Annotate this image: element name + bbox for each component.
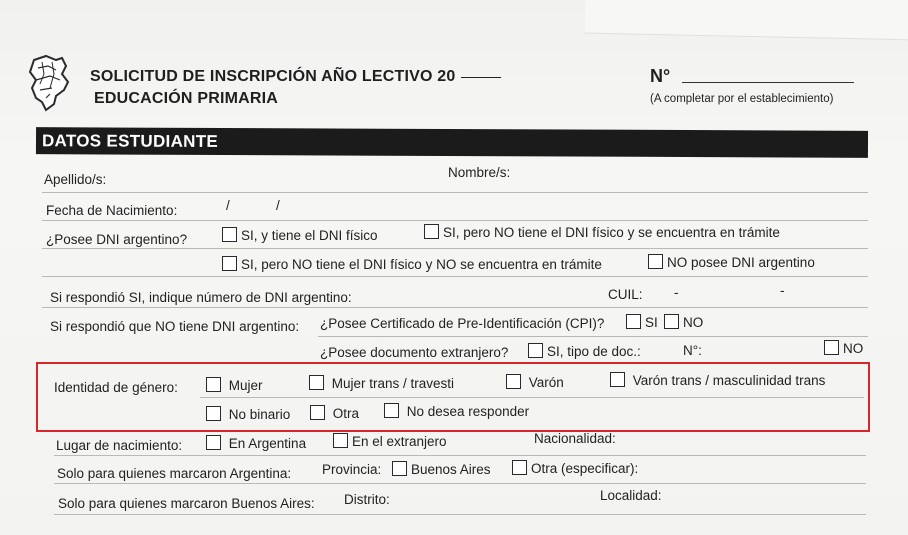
gender-option-varon[interactable]: Varón xyxy=(506,374,564,390)
checkbox[interactable] xyxy=(626,314,641,329)
checkbox[interactable] xyxy=(512,460,527,475)
checkbox[interactable] xyxy=(206,435,221,450)
nacionalidad-label: Nacionalidad: xyxy=(534,431,616,446)
distrito-label: Distrito: xyxy=(344,492,390,507)
only-argentina-label: Solo para quienes marcaron Argentina: xyxy=(57,466,292,481)
only-buenos-aires-label: Solo para quienes marcaron Buenos Aires: xyxy=(58,496,315,511)
section-header xyxy=(36,127,868,158)
cuil-dash: - xyxy=(780,283,785,298)
provincia-buenos-aires-option[interactable]: Buenos Aires xyxy=(392,461,491,477)
divider xyxy=(42,248,868,249)
checkbox[interactable] xyxy=(384,403,399,418)
localidad-label: Localidad: xyxy=(600,488,662,503)
provincia-otra-option[interactable]: Otra (especificar): xyxy=(512,460,638,476)
foreign-doc-si-option[interactable]: SI, tipo de doc.: xyxy=(528,343,641,359)
checkbox[interactable] xyxy=(309,375,324,390)
cuil-label: CUIL: xyxy=(608,287,643,302)
gender-option-no-binario[interactable]: No binario xyxy=(206,406,290,422)
birthplace-argentina-option[interactable]: En Argentina xyxy=(206,435,306,451)
divider xyxy=(200,397,864,398)
dni-option-1[interactable]: SI, y tiene el DNI físico xyxy=(222,227,378,243)
cuil-dash: - xyxy=(674,285,679,300)
number-note: (A completar por el establecimiento) xyxy=(650,93,834,105)
cpi-question: ¿Posee Certificado de Pre-Identificación (CPI)? xyxy=(320,316,605,331)
checkbox[interactable] xyxy=(222,227,237,242)
checkbox[interactable] xyxy=(506,374,521,389)
number-label: N° xyxy=(650,66,671,86)
gender-label: Identidad de género: xyxy=(54,380,178,395)
gender-option-otra[interactable]: Otra xyxy=(310,405,359,421)
page-fold xyxy=(0,0,57,28)
checkbox[interactable] xyxy=(222,256,237,271)
foreign-doc-number-label: N°: xyxy=(683,343,702,358)
foreign-doc-no-option[interactable]: NO xyxy=(824,340,863,356)
cpi-si-option[interactable]: SI xyxy=(626,314,658,330)
underlying-sheet xyxy=(585,0,908,40)
fecha-line[interactable] xyxy=(42,220,868,221)
divider xyxy=(318,336,868,337)
gender-option-varon-trans[interactable]: Varón trans / masculinidad trans xyxy=(610,372,825,388)
birthplace-label: Lugar de nacimiento: xyxy=(56,438,183,453)
checkbox[interactable] xyxy=(310,405,325,420)
checkbox[interactable] xyxy=(648,254,663,269)
provincia-line[interactable] xyxy=(54,483,866,484)
form-title: SOLICITUD DE INSCRIPCIÓN AÑO LECTIVO 20 xyxy=(90,68,501,86)
apellido-line[interactable] xyxy=(42,192,868,193)
checkbox[interactable] xyxy=(664,314,679,329)
date-separator: / xyxy=(226,198,230,213)
birthplace-line[interactable] xyxy=(54,455,866,456)
foreign-doc-question: ¿Posee documento extranjero? xyxy=(320,345,509,360)
gender-option-no-responder[interactable]: No desea responder xyxy=(384,403,529,419)
checkbox[interactable] xyxy=(824,340,839,355)
checkbox[interactable] xyxy=(424,224,439,239)
dni-number-line[interactable] xyxy=(42,307,868,308)
dni-option-4[interactable]: NO posee DNI argentino xyxy=(648,254,815,270)
dni-option-2[interactable]: SI, pero NO tiene el DNI físico y se encuentra en trámite xyxy=(424,224,780,240)
number-field[interactable] xyxy=(682,82,854,83)
checkbox[interactable] xyxy=(610,372,625,387)
fecha-nacimiento-label: Fecha de Nacimiento: xyxy=(46,203,178,218)
provincia-label: Provincia: xyxy=(322,462,382,477)
checkbox[interactable] xyxy=(392,461,407,476)
dni-option-3[interactable]: SI, pero NO tiene el DNI físico y NO se encuentra en trámite xyxy=(222,256,602,272)
birthplace-extranjero-option[interactable]: En el extranjero xyxy=(333,433,447,449)
checkbox[interactable] xyxy=(206,377,221,392)
checkbox[interactable] xyxy=(206,406,221,421)
divider xyxy=(42,276,868,277)
cpi-no-option[interactable]: NO xyxy=(664,314,703,330)
checkbox[interactable] xyxy=(528,343,543,358)
apellido-label: Apellido/s: xyxy=(44,172,107,187)
section-title: DATOS ESTUDIANTE xyxy=(41,131,219,151)
dni-question: ¿Posee DNI argentino? xyxy=(46,232,188,247)
date-separator: / xyxy=(276,198,280,213)
nombre-label: Nombre/s: xyxy=(448,165,511,180)
no-dni-label: Si respondió que NO tiene DNI argentino: xyxy=(50,319,300,334)
gender-option-mujer-trans[interactable]: Mujer trans / travesti xyxy=(309,375,454,391)
dni-number-label: Si respondió SI, indique número de DNI argentino: xyxy=(50,290,352,305)
province-map-logo xyxy=(26,54,70,112)
gender-option-mujer[interactable]: Mujer xyxy=(206,377,263,393)
form-subtitle: EDUCACIÓN PRIMARIA xyxy=(94,90,279,107)
distrito-line[interactable] xyxy=(54,514,866,515)
checkbox[interactable] xyxy=(333,433,348,448)
